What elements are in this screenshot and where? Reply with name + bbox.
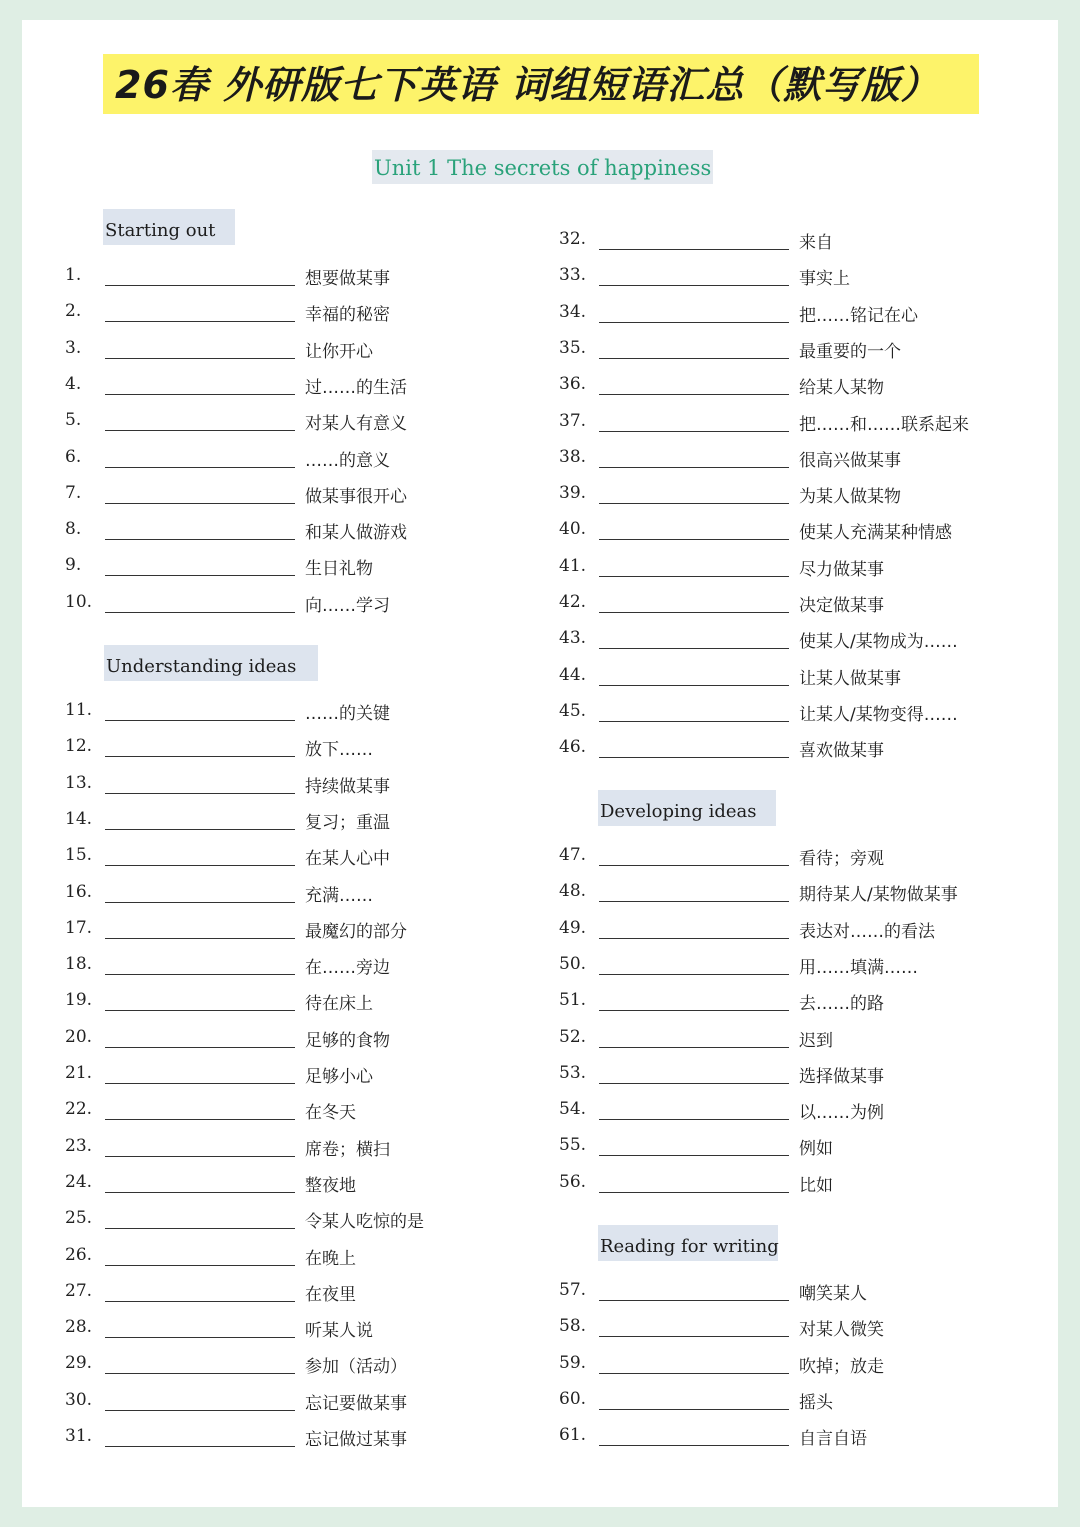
item-number: 18. — [65, 954, 93, 975]
chinese-meaning: 事实上 — [799, 269, 850, 290]
answer-blank[interactable] — [599, 285, 789, 286]
chinese-meaning: 向……学习 — [305, 595, 390, 616]
section-starting-out: Starting out — [103, 209, 235, 245]
item-number: 9. — [65, 555, 82, 576]
phrase-row — [65, 330, 505, 366]
chinese-meaning: 在夜里 — [305, 1284, 356, 1305]
answer-blank[interactable] — [599, 249, 789, 250]
phrase-row — [559, 1308, 999, 1344]
chinese-meaning: 和某人做游戏 — [305, 523, 407, 544]
phrase-row — [65, 439, 505, 475]
item-number: 15. — [65, 845, 93, 866]
item-number: 17. — [65, 917, 93, 938]
answer-blank[interactable] — [599, 576, 789, 577]
item-number: 37. — [559, 410, 587, 431]
item-number: 28. — [65, 1317, 93, 1338]
phrase-row — [65, 584, 505, 620]
page-title: 26春 外研版七下英语 词组短语汇总（默写版） — [115, 63, 940, 107]
item-number: 35. — [559, 337, 587, 358]
item-number: 61. — [559, 1425, 587, 1446]
answer-blank[interactable] — [105, 1192, 295, 1193]
phrase-row — [559, 620, 999, 656]
item-number: 27. — [65, 1280, 93, 1301]
chinese-meaning: 决定做某事 — [799, 596, 884, 616]
chinese-meaning: 幸福的秘密 — [305, 305, 390, 326]
chinese-meaning: 尽力做某事 — [799, 559, 884, 580]
chinese-meaning: 迟到 — [799, 1030, 833, 1051]
item-number: 14. — [65, 808, 93, 829]
item-number: 32. — [559, 229, 587, 249]
chinese-meaning: 在晚上 — [305, 1248, 356, 1269]
phrase-row — [559, 475, 999, 511]
phrase-row — [65, 366, 505, 402]
answer-blank[interactable] — [105, 430, 295, 431]
chinese-meaning: 自言自语 — [799, 1429, 867, 1450]
phrase-row — [559, 257, 999, 293]
phrase-row — [559, 946, 999, 982]
answer-blank[interactable] — [105, 1119, 295, 1120]
answer-blank[interactable] — [599, 539, 789, 540]
item-number: 44. — [559, 664, 587, 685]
chinese-meaning: 把……和……联系起来 — [799, 414, 969, 435]
phrase-row — [559, 584, 999, 620]
phrase-row — [65, 910, 505, 946]
item-number: 29. — [65, 1353, 93, 1374]
item-number: 8. — [65, 519, 82, 540]
chinese-meaning: 做某事很开心 — [305, 486, 407, 507]
answer-blank[interactable] — [599, 1083, 789, 1084]
item-number: 59. — [559, 1352, 587, 1373]
phrase-row — [559, 693, 999, 729]
phrase-row — [559, 1091, 999, 1127]
chinese-meaning: 生日礼物 — [305, 559, 373, 580]
answer-blank[interactable] — [105, 756, 295, 757]
phrase-row — [65, 1128, 505, 1164]
chinese-meaning: 充满…… — [305, 885, 373, 906]
chinese-meaning: 席卷；横扫 — [305, 1139, 390, 1160]
item-number: 47. — [559, 845, 587, 865]
answer-blank[interactable] — [105, 321, 295, 322]
answer-blank[interactable] — [599, 394, 789, 395]
item-number: 20. — [65, 1026, 93, 1047]
item-number: 22. — [65, 1099, 93, 1120]
item-number: 34. — [559, 301, 587, 322]
answer-blank[interactable] — [105, 539, 295, 540]
item-number: 1. — [65, 265, 82, 285]
item-number: 50. — [559, 953, 587, 974]
phrase-row — [65, 946, 505, 982]
item-number: 55. — [559, 1135, 587, 1156]
item-number: 12. — [65, 736, 93, 757]
phrase-row — [65, 801, 505, 837]
answer-blank[interactable] — [599, 865, 789, 866]
answer-blank[interactable] — [105, 1301, 295, 1302]
item-number: 41. — [559, 555, 587, 576]
phrase-row — [559, 1055, 999, 1091]
phrase-row — [65, 547, 505, 583]
answer-blank[interactable] — [105, 793, 295, 794]
phrase-row — [559, 1127, 999, 1163]
chinese-meaning: 把……铭记在心 — [799, 305, 918, 326]
phrase-row — [559, 403, 999, 439]
answer-blank[interactable] — [599, 322, 789, 323]
answer-blank[interactable] — [105, 1010, 295, 1011]
phrase-row — [559, 439, 999, 475]
item-number: 26. — [65, 1244, 93, 1265]
chinese-meaning: 让你开心 — [305, 341, 373, 362]
chinese-meaning: 令某人吃惊的是 — [305, 1212, 424, 1233]
phrase-row — [65, 402, 505, 438]
answer-blank[interactable] — [105, 612, 295, 613]
item-number: 24. — [65, 1171, 93, 1192]
chinese-meaning: 待在床上 — [305, 994, 373, 1015]
phrase-row — [65, 475, 505, 511]
answer-blank[interactable] — [599, 648, 789, 649]
answer-blank[interactable] — [599, 1300, 789, 1301]
chinese-meaning: 最重要的一个 — [799, 341, 901, 362]
phrase-row — [65, 1091, 505, 1127]
chinese-meaning: 忘记做过某事 — [305, 1430, 407, 1450]
item-number: 4. — [65, 373, 82, 394]
chinese-meaning: 摇头 — [799, 1392, 833, 1413]
answer-blank[interactable] — [105, 358, 295, 359]
chinese-meaning: 放下…… — [305, 740, 373, 761]
chinese-meaning: 用……填满…… — [799, 957, 918, 978]
item-number: 36. — [559, 374, 587, 395]
phrase-row — [65, 728, 505, 764]
section-reading-for-writing: Reading for writing — [598, 1225, 778, 1261]
chinese-meaning: 持续做某事 — [305, 776, 390, 797]
phrase-row — [65, 692, 505, 728]
chinese-meaning: 比如 — [799, 1175, 833, 1196]
phrase-row — [559, 1345, 999, 1381]
chinese-meaning: 去……的路 — [799, 994, 884, 1015]
chinese-meaning: 过……的生活 — [305, 377, 407, 398]
chinese-meaning: 期待某人/某物做某事 — [799, 885, 958, 906]
item-number: 3. — [65, 337, 82, 358]
chinese-meaning: 以……为例 — [799, 1103, 884, 1124]
section-developing-ideas: Developing ideas — [598, 790, 776, 826]
chinese-meaning: 想要做某事 — [305, 269, 390, 289]
item-number: 7. — [65, 482, 82, 503]
chinese-meaning: 来自 — [799, 233, 833, 253]
phrase-row — [65, 1345, 505, 1381]
item-number: 43. — [559, 628, 587, 649]
item-number: 51. — [559, 990, 587, 1011]
answer-blank[interactable] — [599, 938, 789, 939]
answer-blank[interactable] — [599, 1010, 789, 1011]
answer-blank[interactable] — [599, 431, 789, 432]
answer-blank[interactable] — [105, 938, 295, 939]
phrase-row — [559, 729, 999, 765]
chinese-meaning: 为某人做某物 — [799, 487, 901, 508]
answer-blank[interactable] — [599, 1336, 789, 1337]
phrase-row — [559, 1164, 999, 1200]
answer-blank[interactable] — [599, 358, 789, 359]
phrase-row — [559, 837, 999, 873]
chinese-meaning: 整夜地 — [305, 1175, 356, 1196]
item-number: 25. — [65, 1208, 93, 1229]
answer-blank[interactable] — [105, 974, 295, 975]
phrase-row — [65, 765, 505, 801]
chinese-meaning: 听某人说 — [305, 1321, 373, 1342]
answer-blank[interactable] — [599, 1047, 789, 1048]
item-number: 5. — [65, 410, 82, 431]
chinese-meaning: 对某人有意义 — [305, 414, 407, 435]
chinese-meaning: 嘲笑某人 — [799, 1284, 867, 1304]
item-number: 54. — [559, 1099, 587, 1120]
item-number: 45. — [559, 700, 587, 721]
chinese-meaning: 忘记要做某事 — [305, 1393, 407, 1414]
chinese-meaning: 使某人/某物成为…… — [799, 632, 958, 653]
chinese-meaning: 让某人/某物变得…… — [799, 704, 958, 725]
chinese-meaning: 吹掉；放走 — [799, 1356, 884, 1377]
item-number: 40. — [559, 519, 587, 540]
phrase-row — [65, 1019, 505, 1055]
phrase-row — [65, 874, 505, 910]
answer-blank[interactable] — [599, 503, 789, 504]
chinese-meaning: 在某人心中 — [305, 849, 390, 870]
chinese-meaning: 参加（活动） — [305, 1357, 407, 1378]
answer-blank[interactable] — [105, 1373, 295, 1374]
phrase-row — [559, 657, 999, 693]
phrase-row — [559, 1417, 999, 1453]
answer-blank[interactable] — [599, 1409, 789, 1410]
phrase-row — [65, 511, 505, 547]
answer-blank[interactable] — [105, 865, 295, 866]
answer-blank[interactable] — [599, 901, 789, 902]
item-number: 38. — [559, 446, 587, 467]
chinese-meaning: ……的关键 — [305, 704, 390, 724]
answer-blank[interactable] — [105, 1156, 295, 1157]
phrase-row — [559, 1019, 999, 1055]
item-number: 30. — [65, 1389, 93, 1410]
phrase-row — [559, 511, 999, 547]
chinese-meaning: 足够的食物 — [305, 1030, 390, 1051]
phrase-row — [65, 982, 505, 1018]
chinese-meaning: 例如 — [799, 1139, 833, 1160]
item-number: 33. — [559, 265, 587, 286]
phrase-row — [559, 548, 999, 584]
item-number: 53. — [559, 1062, 587, 1083]
phrase-row — [65, 293, 505, 329]
answer-blank[interactable] — [105, 829, 295, 830]
answer-blank[interactable] — [599, 612, 789, 613]
item-number: 60. — [559, 1388, 587, 1409]
answer-blank[interactable] — [599, 1373, 789, 1374]
item-number: 19. — [65, 990, 93, 1011]
chinese-meaning: 喜欢做某事 — [799, 741, 884, 762]
item-number: 31. — [65, 1426, 93, 1446]
item-number: 13. — [65, 772, 93, 793]
phrase-row — [65, 1309, 505, 1345]
phrase-row — [559, 1272, 999, 1308]
chinese-meaning: 很高兴做某事 — [799, 450, 901, 471]
phrase-row — [559, 294, 999, 330]
answer-blank[interactable] — [599, 467, 789, 468]
item-number: 6. — [65, 446, 82, 467]
phrase-row — [559, 221, 999, 257]
phrase-row — [559, 982, 999, 1018]
answer-blank[interactable] — [105, 1228, 295, 1229]
item-number: 52. — [559, 1026, 587, 1047]
answer-blank[interactable] — [599, 721, 789, 722]
item-number: 23. — [65, 1135, 93, 1156]
chinese-meaning: 在冬天 — [305, 1103, 356, 1124]
item-number: 39. — [559, 483, 587, 504]
item-number: 42. — [559, 592, 587, 612]
answer-blank[interactable] — [105, 902, 295, 903]
chinese-meaning: ……的意义 — [305, 450, 390, 471]
phrase-row — [559, 910, 999, 946]
answer-blank[interactable] — [105, 1446, 295, 1447]
phrase-row — [65, 837, 505, 873]
chinese-meaning: 在……旁边 — [305, 958, 390, 979]
chinese-meaning: 看待；旁观 — [799, 849, 884, 869]
item-number: 58. — [559, 1316, 587, 1337]
unit-title: Unit 1 The secrets of happiness — [372, 150, 713, 184]
answer-blank[interactable] — [105, 1265, 295, 1266]
item-number: 56. — [559, 1171, 587, 1192]
chinese-meaning: 对某人微笑 — [799, 1320, 884, 1341]
answer-blank[interactable] — [599, 685, 789, 686]
answer-blank[interactable] — [105, 285, 295, 286]
phrase-row — [559, 366, 999, 402]
answer-blank[interactable] — [105, 394, 295, 395]
answer-blank[interactable] — [105, 720, 295, 721]
item-number: 16. — [65, 881, 93, 902]
chinese-meaning: 足够小心 — [305, 1067, 373, 1087]
chinese-meaning: 选择做某事 — [799, 1066, 884, 1087]
answer-blank[interactable] — [599, 1155, 789, 1156]
answer-blank[interactable] — [105, 1337, 295, 1338]
chinese-meaning: 使某人充满某种情感 — [799, 523, 952, 544]
phrase-row — [559, 1381, 999, 1417]
item-number: 57. — [559, 1280, 587, 1300]
phrase-row — [65, 1164, 505, 1200]
phrase-row — [65, 1418, 505, 1454]
chinese-meaning: 最魔幻的部分 — [305, 921, 407, 942]
phrase-row — [559, 330, 999, 366]
item-number: 46. — [559, 737, 587, 758]
item-number: 49. — [559, 917, 587, 938]
phrase-row — [65, 1237, 505, 1273]
answer-blank[interactable] — [105, 1047, 295, 1048]
answer-blank[interactable] — [599, 1119, 789, 1120]
item-number: 10. — [65, 591, 93, 612]
phrase-row — [559, 873, 999, 909]
item-number: 21. — [65, 1063, 93, 1083]
section-understanding-ideas: Understanding ideas — [104, 645, 318, 681]
answer-blank[interactable] — [599, 1445, 789, 1446]
phrase-row — [65, 1382, 505, 1418]
chinese-meaning: 表达对……的看法 — [799, 921, 935, 942]
answer-blank[interactable] — [599, 1192, 789, 1193]
answer-blank[interactable] — [105, 503, 295, 504]
answer-blank[interactable] — [105, 575, 295, 576]
answer-blank[interactable] — [599, 974, 789, 975]
item-number: 2. — [65, 301, 82, 322]
item-number: 48. — [559, 881, 587, 902]
chinese-meaning: 复习；重温 — [305, 812, 390, 833]
phrase-row — [65, 1055, 505, 1091]
phrase-row — [65, 1200, 505, 1236]
answer-blank[interactable] — [105, 1410, 295, 1411]
chinese-meaning: 给某人某物 — [799, 378, 884, 399]
answer-blank[interactable] — [105, 1083, 295, 1084]
answer-blank[interactable] — [599, 757, 789, 758]
phrase-row — [65, 1273, 505, 1309]
chinese-meaning: 让某人做某事 — [799, 668, 901, 689]
phrase-row — [65, 257, 505, 293]
item-number: 11. — [65, 700, 93, 720]
answer-blank[interactable] — [105, 467, 295, 468]
